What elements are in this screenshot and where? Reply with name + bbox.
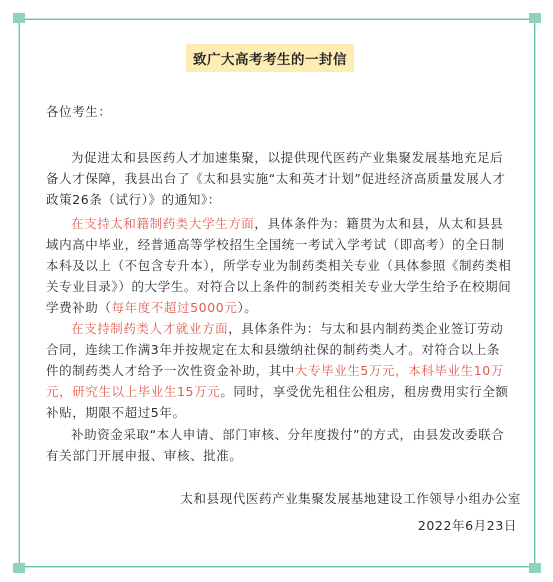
paragraph-intro: 为促进太和县医药人才加速集聚，以提供现代医药产业集聚发展基地充足后备人才保障，我县出台了《太和县实施“太和英才计划”促进经济高质量发展人才政策26条（试行）》的通知》： [46, 150, 506, 207]
salutation: 各位考生： [46, 104, 112, 119]
letter-date: 2022年6月23日 [417, 518, 517, 533]
subsidy-amounts: 大专毕业生5万元，本科毕业生10万元，研究生以上毕业生15万元 [46, 363, 504, 399]
student-support-end: ）。 [237, 300, 258, 315]
corner-tab-bottom-right [529, 563, 541, 573]
employment-support-body: ，具体条件为：与太和县内制药类企业签订劳动合同，连续工作满3年并按规定在太和县缴纳社保的制药类人才。对符合以上条件的制药类人才给予一次性资金补助，其中 [46, 321, 504, 378]
employment-support-heading: 在支持制药类人才就业方面 [71, 321, 229, 336]
tuition-cap: 每年度不超过5000元 [111, 300, 238, 315]
letter-title: 致广大高考考生的一封信 [186, 44, 354, 72]
employment-support-end: 。同时，享受优先租住公租房，租房费用实行全额补贴，期限不超过5年。 [46, 384, 509, 420]
corner-tab-top-left [13, 13, 25, 23]
paragraph-funding-method: 补助资金采取“本人申请、部门审核、分年度拨付”的方式，由县发改委联合有关部门开展申报、审核、批准。 [46, 427, 505, 463]
paragraph-employment-support [46, 318, 512, 423]
corner-tab-bottom-left [13, 563, 25, 573]
corner-tab-top-right [529, 13, 541, 23]
signature: 太和县现代医药产业集聚发展基地建设工作领导小组办公室 [180, 491, 521, 506]
student-support-body: ，具体条件为：籍贯为太和县，从太和县县域内高中毕业，经普通高等学校招生全国统一考试入学考试（即高考）的全日制本科及以上（不包含专升本），所学专业为制药类相关专业（具体参照《制药类相关专业目录》）的大学生。对符合以上条件的制药类相关专业大学生给予在校期间学费补助（ [46, 216, 512, 315]
paragraph-student-support [46, 213, 512, 318]
student-support-heading: 在支持太和籍制药类大学生方面 [71, 216, 255, 231]
